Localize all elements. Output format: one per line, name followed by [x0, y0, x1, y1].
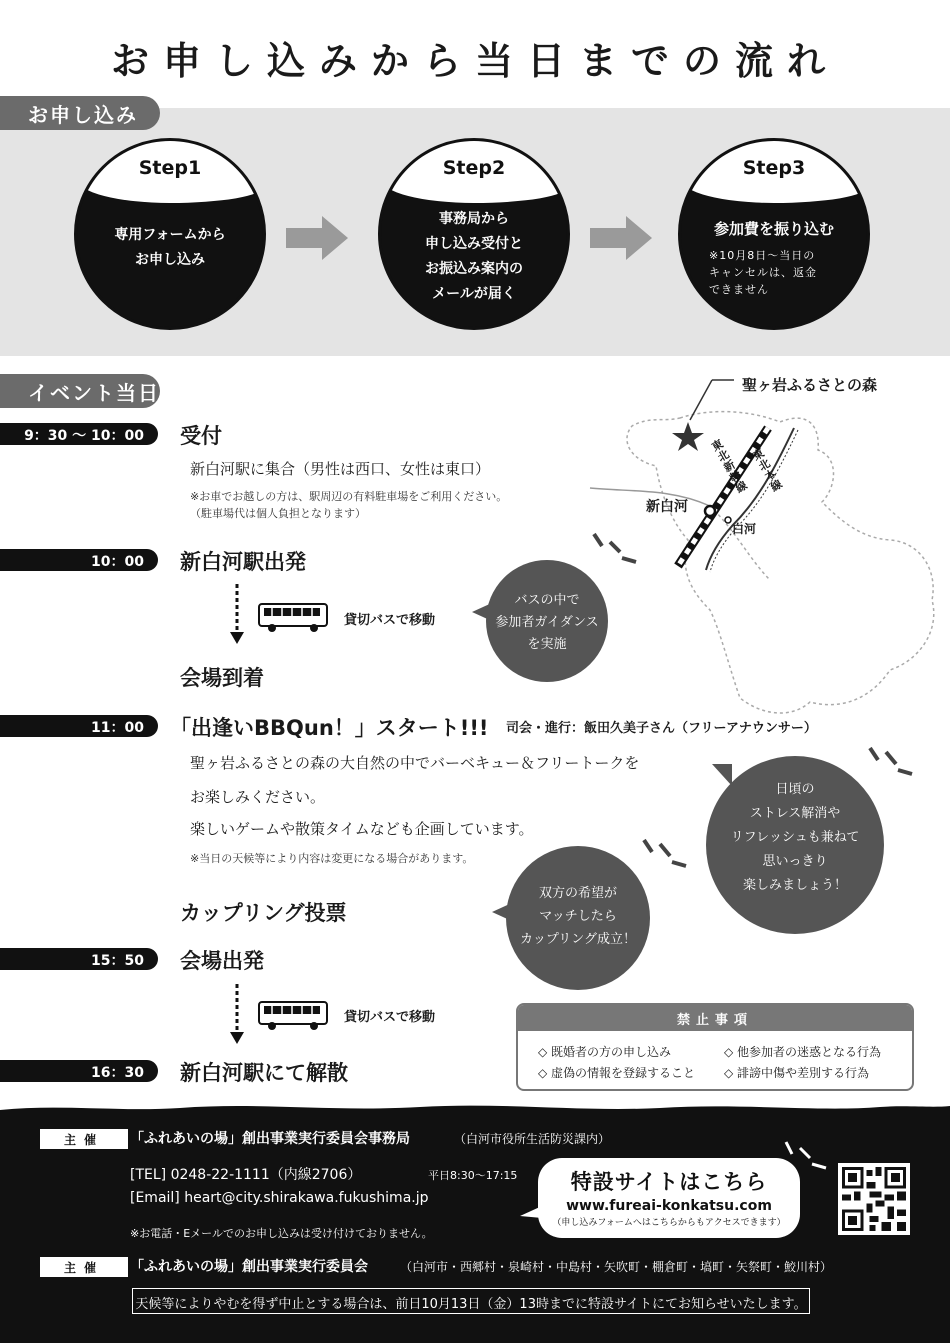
prohibited-item-2: ◇ 他参加者の迷惑となる行為 — [724, 1045, 882, 1059]
heading-arrival: 会場到着 — [180, 666, 264, 690]
host-label: 司会・進行：飯田久美子さん（フリーアナウンサー） — [506, 721, 817, 736]
bus-icon — [258, 1000, 330, 1032]
map-rail2-label: 東北本線 — [750, 446, 785, 495]
bus-icon — [258, 602, 330, 634]
bubble1-line3: を実施 — [527, 637, 567, 652]
step3-line1: 参加費を振り込む — [713, 220, 834, 238]
down-arrow-icon — [228, 984, 246, 1046]
bus-label-1: 貸切バスで移動 — [344, 613, 436, 628]
step1-line2: お申し込み — [135, 252, 205, 268]
bubble2-line2: ストレス解消や — [749, 806, 841, 821]
bbq-body3: 楽しいゲームや散策タイムなども企画しています。 — [190, 820, 534, 838]
map-rail1-label: 東北新幹線 — [709, 437, 750, 496]
step3-note1: ※10月8日〜当日の — [709, 249, 816, 262]
bubble3-line3: カップリング成立！ — [519, 932, 637, 947]
map-place-label: 聖ヶ岩ふるさとの森 — [742, 376, 878, 394]
organizer-1-sub: （白河市役所生活防災課内） — [454, 1132, 611, 1146]
bbq-note: ※当日の天候等により内容は変更になる場合があります。 — [190, 852, 474, 865]
reception-note2: （駐車場代は個人負担となります） — [190, 507, 366, 520]
time-pill-reception: 9：30 〜 10：00 — [0, 423, 158, 445]
emphasis-lines-icon — [640, 830, 690, 880]
cancellation-notice: 天候等によりやむを得ず中止とする場合は、前日10月13日（金）13時までに特設サイトにてお知らせいたします。 — [132, 1288, 810, 1314]
step3-note2: キャンセルは、返金 — [709, 266, 817, 279]
email-link[interactable]: [Email] heart@city.shirakawa.fukushima.jp — [130, 1190, 429, 1206]
organizer-2: 「ふれあいの場」創出事業実行委員会 — [130, 1259, 368, 1275]
organizer-tag-2: 主催 — [40, 1257, 128, 1277]
time-pill-start: 11：00 — [0, 715, 158, 737]
step2-line3: お振込み案内の — [425, 261, 523, 277]
reception-body: 新白河駅に集合（男性は西口、女性は東口） — [190, 460, 491, 478]
page-title: お申し込みから当日までの流れ — [110, 39, 839, 83]
step3-label: Step3 — [742, 157, 806, 179]
step2-line4: メールが届く — [432, 286, 516, 302]
bbq-body2: お楽しみください。 — [190, 788, 326, 806]
step3-circle — [678, 138, 870, 330]
bubble1-line1: バスの中で — [514, 593, 580, 608]
organizer-1: 「ふれあいの場」創出事業実行委員会事務局 — [130, 1131, 410, 1147]
arrow-right-icon — [590, 216, 652, 260]
bubble-coupling — [506, 846, 650, 990]
step2-circle — [378, 138, 570, 330]
tel-label: [TEL] 0248-22-1111（内線2706） — [130, 1167, 362, 1183]
bubble3-line2: マッチしたら — [539, 909, 617, 924]
time-pill-departure: 10：00 — [0, 549, 158, 571]
bbq-body1: 聖ヶ岩ふるさとの森の大自然の中でバーベキュー＆フリートークを — [190, 754, 640, 772]
prohibited-item-3: ◇ 虚偽の情報を登録すること — [538, 1066, 696, 1080]
step1-line1: 専用フォームから — [114, 227, 226, 243]
prohibited-item-4: ◇ 誹謗中傷や差別する行為 — [724, 1066, 870, 1080]
bubble-refresh — [706, 756, 884, 934]
step1-circle — [74, 138, 266, 330]
bubble2-line1: 日頃の — [775, 782, 815, 797]
step3-note3: できません — [709, 283, 769, 296]
heading-departure: 新白河駅出発 — [180, 550, 306, 574]
heading-venue-departure: 会場出発 — [180, 949, 264, 973]
heading-dismissal: 新白河駅にて解散 — [180, 1061, 348, 1085]
bubble2-line3: リフレッシュも兼ねて — [730, 830, 860, 845]
heading-reception: 受付 — [180, 424, 222, 448]
arrow-right-icon — [286, 216, 348, 260]
prohibited-item-1: ◇ 既婚者の方の申し込み — [538, 1045, 672, 1059]
site-title: 特設サイトはこちら — [570, 1170, 768, 1194]
heading-coupling: カップリング投票 — [180, 901, 347, 925]
bubble2-line5: 楽しみましょう！ — [742, 878, 847, 893]
map-city-label: 白河 — [732, 522, 757, 536]
step2-line1: 事務局から — [439, 211, 509, 227]
heading-bbq-start: 「出逢いBBQun！」スタート!!! — [170, 716, 489, 740]
down-arrow-icon — [228, 584, 246, 646]
bubble2-line4: 思いっきり — [762, 854, 828, 869]
organizer-2-sub: （白河市・西郷村・泉崎村・中島村・矢吹町・棚倉町・塙町・矢祭町・鮫川村） — [400, 1260, 833, 1274]
step2-label: Step2 — [442, 157, 506, 179]
tel-hours: 平日8:30〜17:15 — [428, 1169, 518, 1182]
prohibited-box — [516, 1003, 914, 1091]
reception-note1: ※お車でお越しの方は、駅周辺の有料駐車場をご利用ください。 — [190, 490, 508, 503]
prohibited-title: 禁止事項 — [518, 1005, 912, 1031]
site-sub: （申し込みフォームへはこちらからもアクセスできます） — [552, 1218, 786, 1228]
organizer-tag-1: 主催 — [40, 1129, 128, 1149]
event-section-tab: イベント当日 — [0, 374, 160, 408]
qr-code-icon[interactable] — [838, 1163, 910, 1235]
footer-note: ※お電話・Eメールでのお申し込みは受け付けておりません。 — [130, 1227, 433, 1240]
step1-label: Step1 — [138, 157, 202, 179]
time-pill-venue-departure: 15：50 — [0, 948, 158, 970]
apply-section-tab: お申し込み — [0, 96, 160, 130]
bubble1-line2: 参加者ガイダンス — [495, 615, 599, 630]
bus-label-2: 貸切バスで移動 — [344, 1010, 436, 1025]
site-url-link[interactable]: www.fureai-konkatsu.com — [566, 1198, 772, 1214]
special-site-badge[interactable] — [538, 1158, 800, 1238]
step2-line2: 申し込み受付と — [425, 236, 523, 252]
emphasis-lines-icon — [588, 530, 638, 580]
bubble-guidance — [486, 560, 608, 682]
map-station-label: 新白河 — [646, 499, 688, 515]
time-pill-dismissal: 16：30 — [0, 1060, 158, 1082]
bubble3-line1: 双方の希望が — [538, 886, 617, 901]
